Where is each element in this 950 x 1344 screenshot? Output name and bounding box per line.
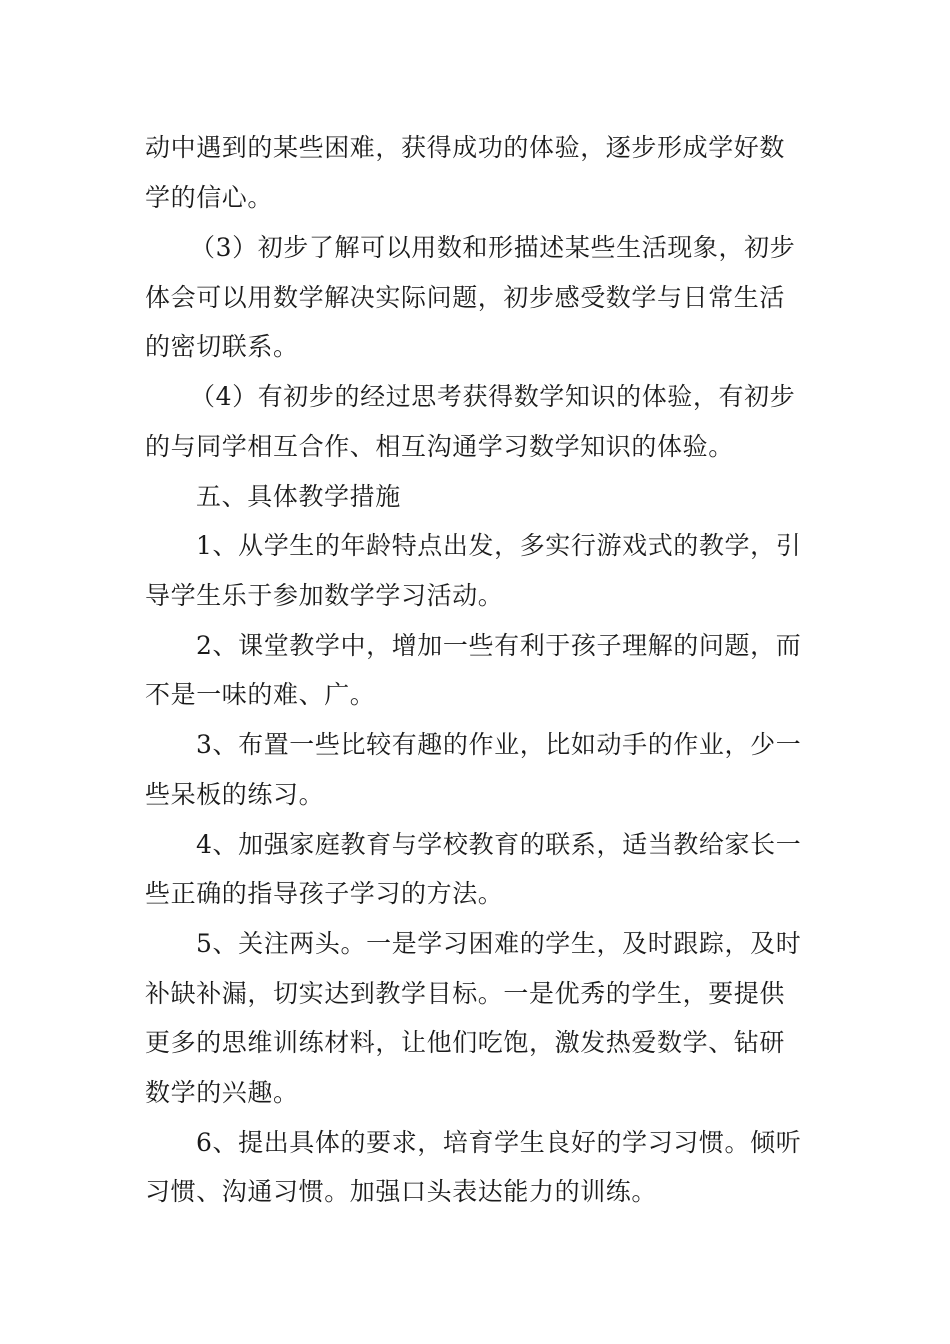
- text-line: 5、关注两头。一是学习困难的学生，及时跟踪，及时: [196, 929, 802, 958]
- text-line: 的与同学相互合作、相互沟通学习数学知识的体验。: [145, 432, 734, 461]
- text-line: （4）有初步的经过思考获得数学知识的体验，有初步: [190, 382, 796, 411]
- text-line: 不是一味的难、广。: [145, 680, 376, 709]
- text-line: 3、布置一些比较有趣的作业，比如动手的作业，少一: [196, 730, 802, 759]
- text-line: 数学的兴趣。: [145, 1078, 299, 1107]
- text-line: 更多的思维训练材料，让他们吃饱，激发热爱数学、钻研: [145, 1028, 786, 1057]
- text-line: 1、从学生的年龄特点出发，多实行游戏式的教学，引: [196, 531, 802, 560]
- text-line: 些呆板的练习。: [145, 780, 325, 809]
- text-line: 些正确的指导孩子学习的方法。: [145, 879, 504, 908]
- text-line: 导学生乐于参加数学学习活动。: [145, 581, 504, 610]
- section-heading: 五、具体教学措施: [196, 482, 401, 511]
- text-line: 动中遇到的某些困难，获得成功的体验，逐步形成学好数: [145, 133, 786, 162]
- text-line: 2、课堂教学中，增加一些有利于孩子理解的问题，而: [196, 631, 802, 660]
- text-line: 学的信心。: [145, 183, 274, 212]
- text-line: 6、提出具体的要求，培育学生良好的学习习惯。倾听: [196, 1128, 802, 1157]
- text-line: （3）初步了解可以用数和形描述某些生活现象，初步: [190, 233, 796, 262]
- text-line: 补缺补漏，切实达到教学目标。一是优秀的学生，要提供: [145, 979, 786, 1008]
- text-line: 习惯、沟通习惯。加强口头表达能力的训练。: [145, 1177, 658, 1206]
- text-line: 4、加强家庭教育与学校教育的联系，适当教给家长一: [196, 830, 802, 859]
- text-line: 的密切联系。: [145, 332, 299, 361]
- text-line: 体会可以用数学解决实际问题，初步感受数学与日常生活: [145, 283, 786, 312]
